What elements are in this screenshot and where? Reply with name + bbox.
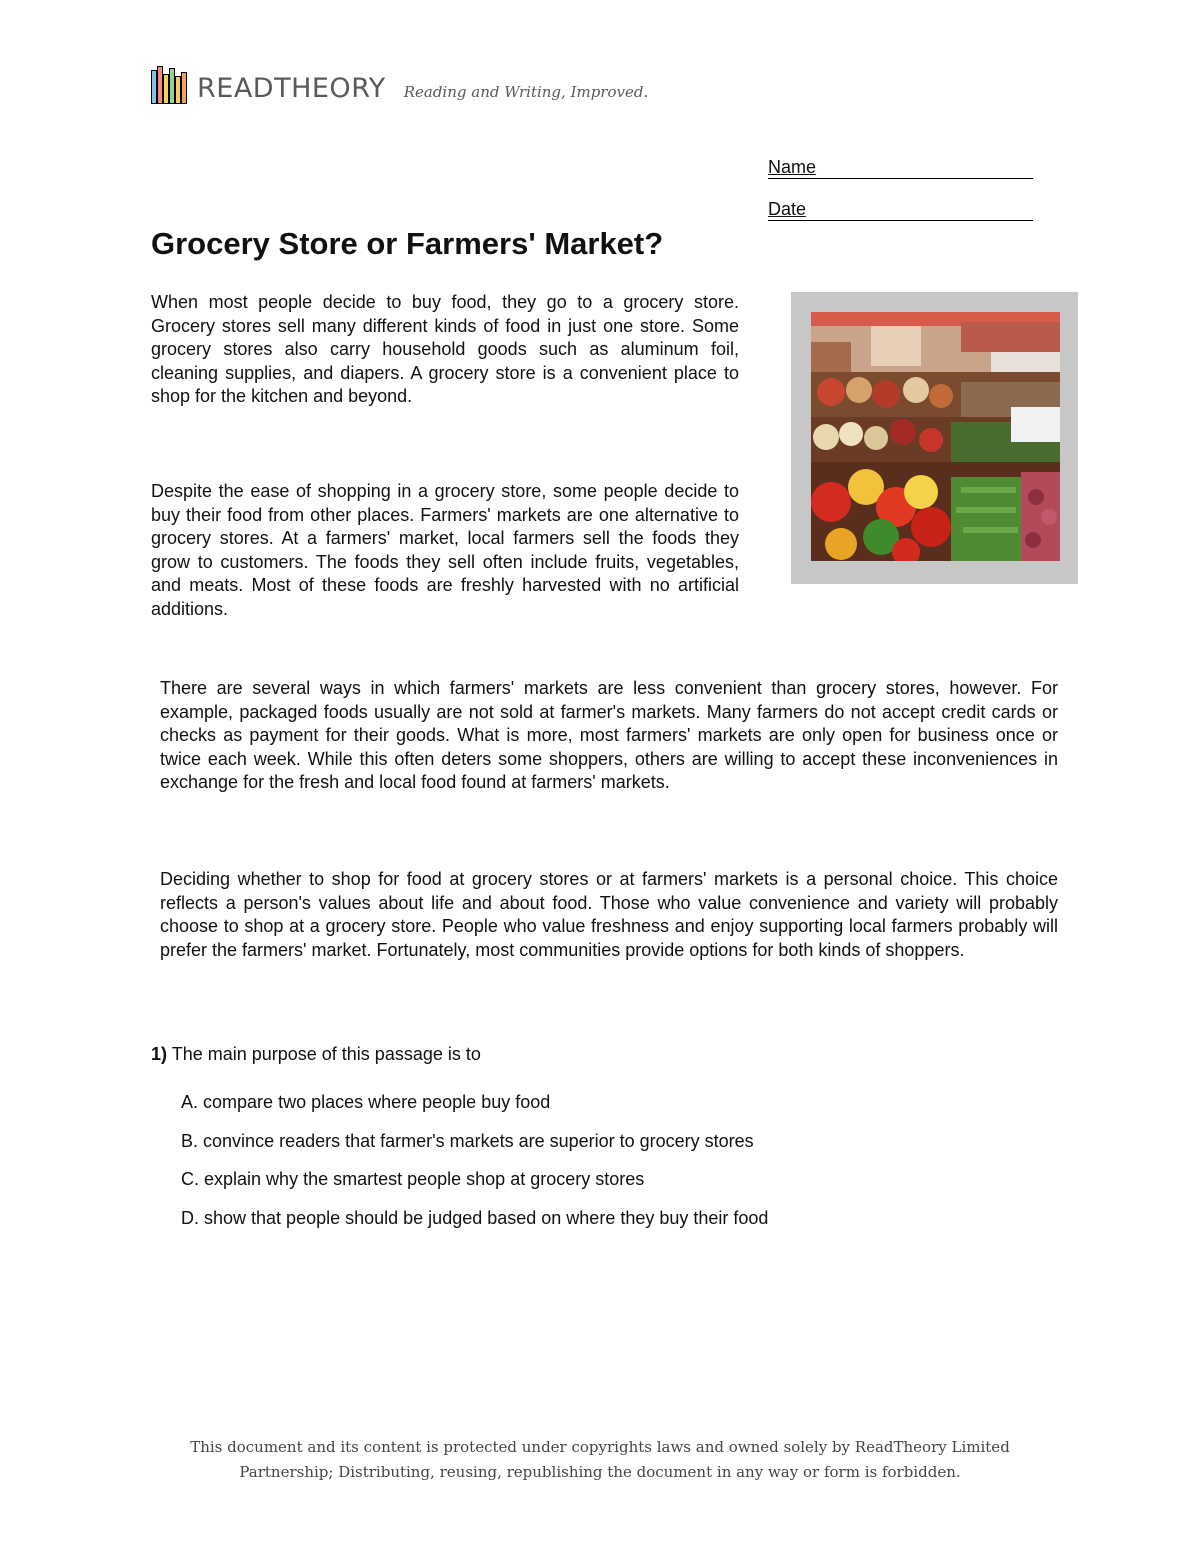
answer-choices <box>181 1090 768 1244</box>
books-logo-icon <box>151 66 189 104</box>
choice-b[interactable] <box>181 1129 768 1168</box>
brand-name: READTHEORY <box>197 73 386 104</box>
date-label: Date <box>768 199 807 219</box>
choice-letter: C. <box>181 1169 199 1189</box>
name-label: Name <box>768 157 817 177</box>
choice-d[interactable] <box>181 1206 768 1245</box>
copyright-footer <box>150 1435 1050 1485</box>
choice-letter: D. <box>181 1207 199 1228</box>
choice-a[interactable] <box>181 1090 768 1129</box>
question-number: 1) <box>151 1044 168 1064</box>
choice-c[interactable] <box>181 1167 768 1206</box>
footer-line-1: This document and its content is protected under copyrights laws and owned solely by ReadTheory Limited <box>190 1438 1010 1456</box>
passage-title: Grocery Store or Farmers' Market? <box>151 226 664 261</box>
name-field[interactable] <box>768 157 1033 179</box>
choice-letter: A. <box>181 1092 199 1112</box>
paragraph-2: Despite the ease of shopping in a grocery store, some people decide to buy their food from other places. Farmers' markets are one alternative to grocery stores. At a farmers' market, local farmers sell the foods they grow to customers. The foods they sell often include fruits, vegetables, and meats. Most of these foods are freshly harvested with no artificial additions. <box>151 481 739 619</box>
paragraph-4: Deciding whether to shop for food at grocery stores or at farmers' markets is a personal choice. This choice reflects a person's values about life and about food. Those who value convenience and variety will probably choose to shop at a grocery store. People who value freshness and enjoy supporting local farmers probably will prefer the farmers' market. Fortunately, most communities provide options for both kinds of shoppers. <box>160 869 1058 960</box>
choice-text: explain why the smartest people shop at grocery stores <box>204 1169 645 1189</box>
question-1 <box>151 1044 481 1065</box>
question-prompt: The main purpose of this passage is to <box>171 1044 481 1064</box>
paragraph-1: When most people decide to buy food, they go to a grocery store. Grocery stores sell many different kinds of food in just one store. Some grocery stores also carry household goods such as aluminum foil, cleaning supplies, and diapers. A grocery store is a convenient place to shop for the kitchen and beyond. <box>151 292 739 406</box>
choice-text: convince readers that farmer's markets are superior to grocery stores <box>203 1130 754 1151</box>
market-produce-photo <box>811 312 1060 561</box>
paragraph-3: There are several ways in which farmers' markets are less convenient than grocery stores, however. For example, packaged foods usually are not sold at farmer's markets. Many farmers do not accept credit cards or checks as payment for their goods. What is more, most farmers' markets are only open for business once or twice each week. While this often deters some shoppers, others are willing to accept these inconveniences in exchange for the fresh and local food found at farmers' markets. <box>160 678 1058 792</box>
photo-frame <box>791 292 1078 584</box>
choice-text: show that people should be judged based on where they buy their food <box>204 1207 769 1228</box>
footer-line-2: Partnership; Distributing, reusing, republishing the document in any way or form is forbidden. <box>239 1463 961 1481</box>
brand-tagline: Reading and Writing, Improved. <box>403 83 649 101</box>
choice-letter: B. <box>181 1130 199 1151</box>
choice-text: compare two places where people buy food <box>203 1092 551 1112</box>
readtheory-logo <box>151 64 648 104</box>
date-field[interactable] <box>768 199 1033 221</box>
